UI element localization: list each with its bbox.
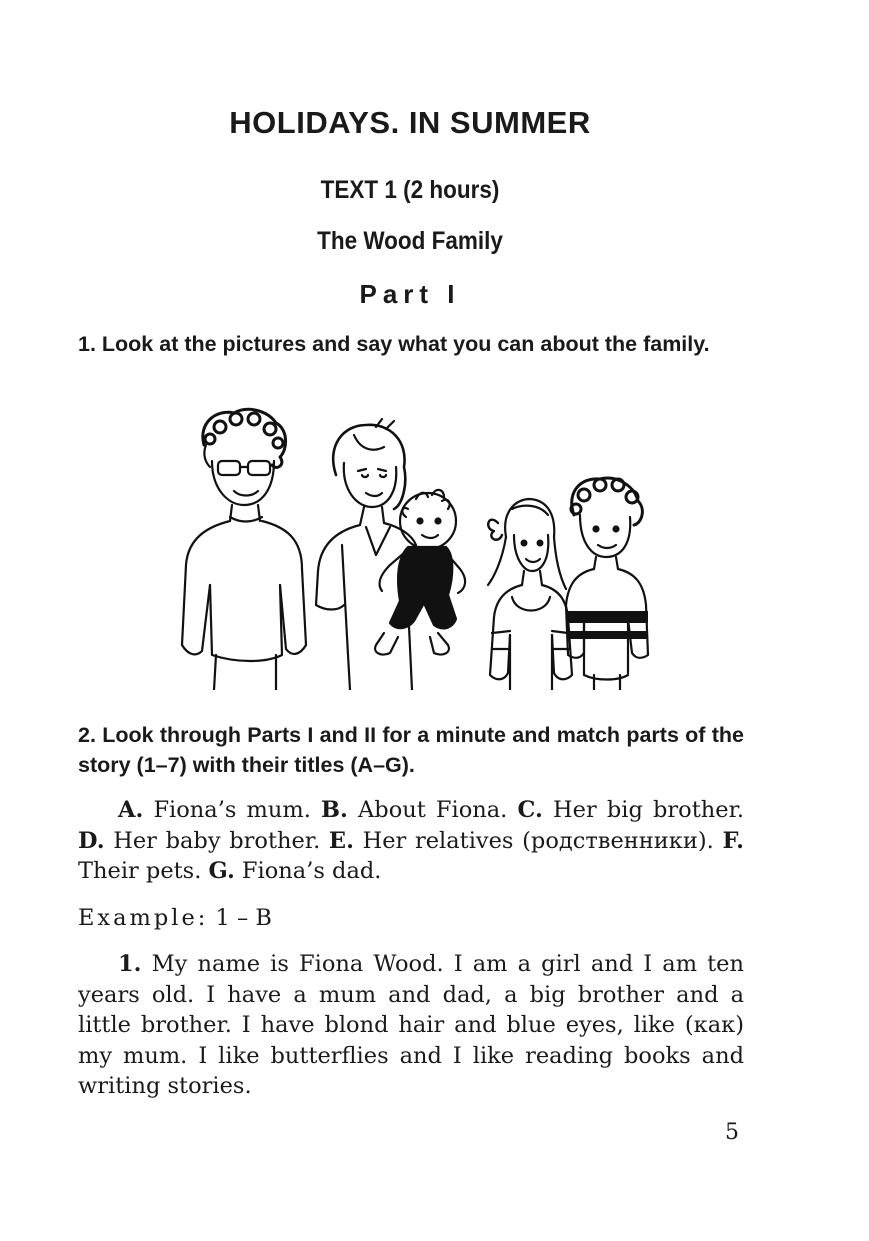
task-1-instruction: 1. Look at the pictures and say what you can about the family.	[78, 332, 710, 356]
title-text-d: Her baby brother.	[104, 827, 329, 854]
task-2-instruction: 2. Look through Parts I and II for a minute and match parts of the story (1–7) with their titles (A–G).	[78, 723, 744, 777]
example-line	[78, 905, 272, 931]
title-letter-c: C.	[517, 797, 543, 823]
title-text-f: Their pets.	[78, 858, 209, 884]
baby-figure	[375, 490, 465, 655]
title-letter-g: G.	[208, 858, 235, 884]
text-heading: TEXT 1 (2 hours)	[320, 176, 500, 204]
section-title: HOLIDAYS. IN SUMMER	[229, 105, 591, 140]
story-title: The Wood Family	[317, 227, 503, 255]
title-text-g: Fiona’s dad.	[234, 858, 382, 884]
fiona-figure	[488, 499, 572, 690]
part-heading: Part I	[359, 279, 461, 309]
title-text-b: About Fiona.	[347, 797, 518, 823]
title-letter-b: B.	[321, 797, 348, 823]
title-letter-e: E.	[328, 827, 354, 854]
page-number: 5	[725, 1120, 739, 1145]
title-letter-d: D.	[78, 827, 105, 854]
little-brother-figure	[566, 478, 648, 690]
story-part-1-number: 1.	[118, 951, 142, 977]
title-text-a: Fiona’s mum.	[143, 797, 322, 823]
title-text-e: Her relatives (родственники).	[353, 827, 723, 854]
title-letter-a: A.	[118, 797, 144, 823]
example-value: 1 – B	[208, 905, 272, 931]
story-part-1-text: My name is Fiona Wood. I am a girl and I am ten years old. I have a mum and dad, a big brother and a little brother. I have blond hair and blue eyes, like (как) my mum. I like butterflies and I like reading books and writing stories.	[78, 951, 744, 1099]
story-part-1	[78, 949, 744, 1102]
title-text-c: Her big brother.	[542, 797, 744, 823]
big-brother-figure	[182, 409, 306, 690]
title-letter-f: F.	[722, 827, 744, 854]
example-label: Example:	[78, 905, 209, 931]
titles-list	[78, 795, 744, 887]
family-illustration	[176, 405, 676, 690]
